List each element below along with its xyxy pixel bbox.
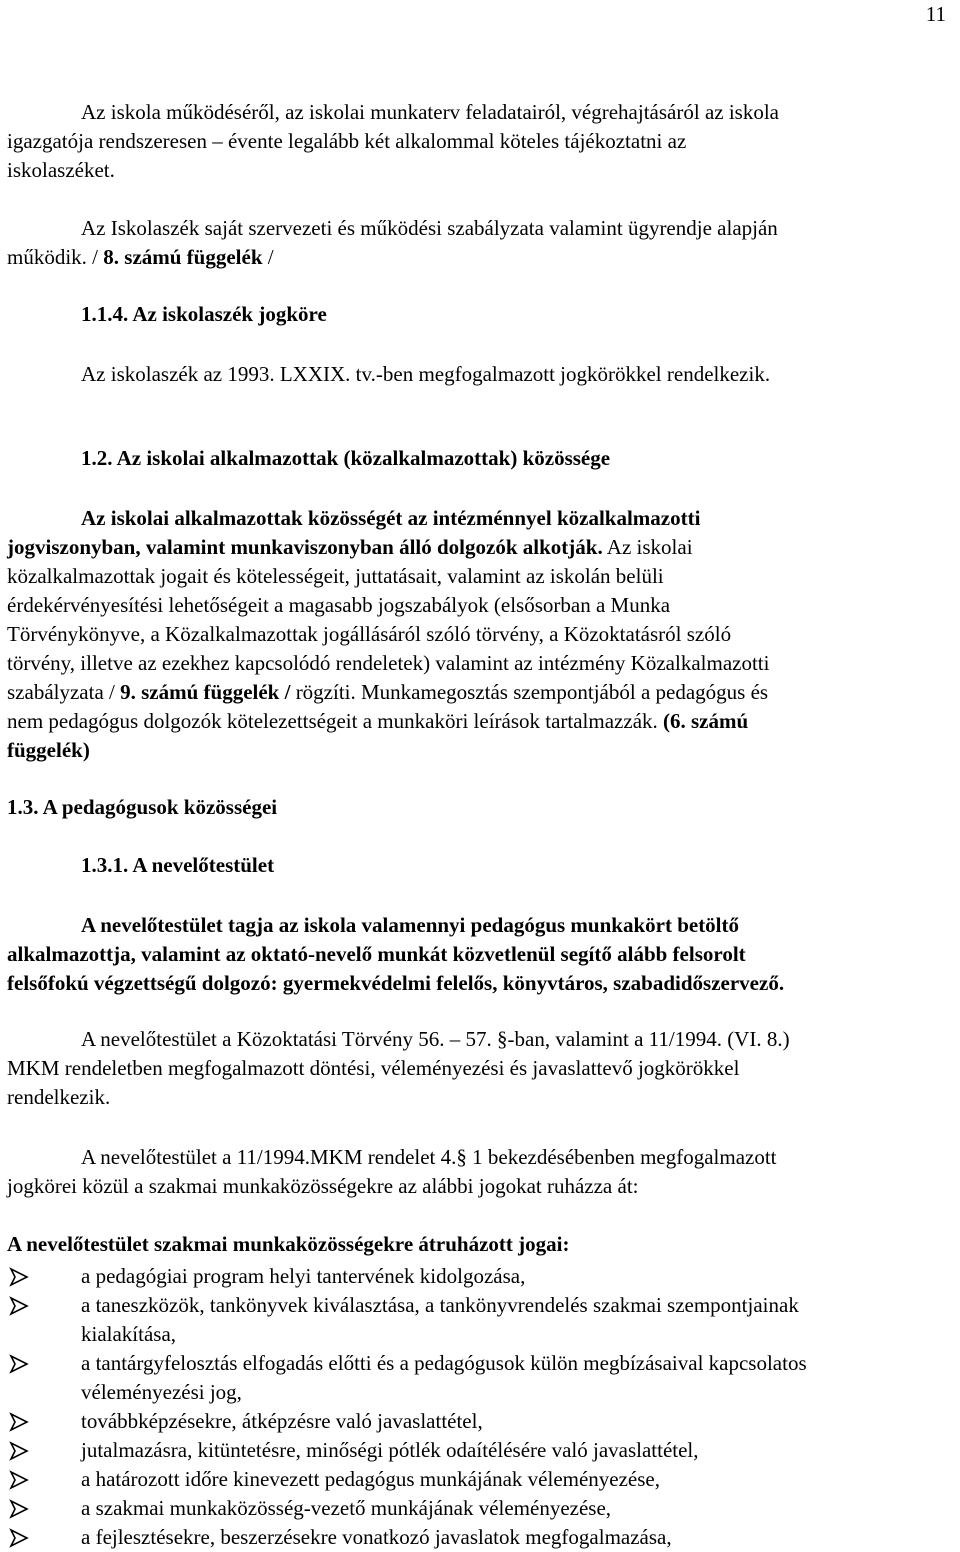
arrowhead-bullet-icon	[7, 1262, 81, 1291]
list-item-text: jutalmazásra, kitüntetésre, minőségi pótlék odaítélésére való javaslattétel,	[81, 1438, 699, 1462]
appendix-reference: (6. számú	[663, 709, 749, 733]
text-line: törvény, illetve az ezekhez kapcsolódó rendeletek) valamint az intézmény Közalkalmazotti	[7, 651, 770, 675]
text-line: Az iskola működéséről, az iskolai munkaterv feladatairól, végrehajtásáról az iskola	[81, 100, 779, 124]
text-line: Az iskolai alkalmazottak közösségét az intézménnyel közalkalmazotti	[81, 506, 701, 530]
list-item	[7, 1465, 953, 1494]
list-item-text: továbbképzésekre, átképzésre való javaslattétel,	[81, 1409, 483, 1433]
section-heading-1-3-1: 1.3.1. A nevelőtestület	[81, 853, 275, 877]
list-item-text: a határozott időre kinevezett pedagógus munkájának véleményezése,	[81, 1467, 660, 1491]
section-heading-1-1-4: 1.1.4. Az iskolaszék jogköre	[81, 302, 327, 326]
list-item	[7, 1436, 953, 1465]
text-line: véleményezési jog,	[81, 1380, 242, 1404]
section-heading-1-2: 1.2. Az iskolai alkalmazottak (közalkalmazottak) közössége	[81, 446, 611, 470]
list-item-text: a szakmai munkaközösség-vezető munkájának véleményezése,	[81, 1496, 612, 1520]
text-span: szabályzata /	[7, 680, 121, 704]
paragraph-iskolaszek-rights	[81, 360, 951, 389]
paragraph-school-operation	[7, 98, 953, 185]
text-line: alkalmazottja, valamint az oktató-nevelő munkát közvetlenül segítő alább felsorolt	[7, 942, 746, 966]
text-line: A nevelőtestület tagja az iskola valamennyi pedagógus munkakört betöltő	[81, 913, 740, 937]
text-line: A nevelőtestület a 11/1994.MKM rendelet 4.§ 1 bekezdésébenben megfogalmazott	[81, 1145, 777, 1169]
section-heading-1-3: 1.3. A pedagógusok közösségei	[7, 795, 278, 819]
text-line	[7, 243, 953, 272]
paragraph-nevelotestulet-law	[7, 1025, 953, 1112]
text-line: függelék)	[7, 738, 90, 762]
text-line: A nevelőtestület a Közoktatási Törvény 56. – 57. §-ban, valamint a 11/1994. (VI. 8.)	[81, 1027, 790, 1051]
paragraph-nevelotestulet-members	[7, 911, 953, 998]
list-heading: A nevelőtestület szakmai munkaközösségekre átruházott jogai:	[7, 1232, 570, 1256]
text-span: rögzíti. Munkamegosztás szempontjából a pedagógus és	[290, 680, 769, 704]
text-line: Az iskolaszék az 1993. LXXIX. tv.-ben megfogalmazott jogkörökkel rendelkezik.	[81, 362, 771, 386]
text-span: működik. /	[7, 245, 104, 269]
paragraph-nevelotestulet-delegation	[7, 1143, 953, 1201]
text-line: a tantárgyfelosztás elfogadás előtti és a pedagógusok külön megbízásaival kapcsolatos	[81, 1351, 807, 1375]
paragraph-employees-community	[7, 504, 953, 765]
text-line: érdekérvényesítési lehetőségeit a magasabb jogszabályok (elsősorban a Munka	[7, 593, 671, 617]
text-line	[7, 707, 953, 736]
text-line: MKM rendeletben megfogalmazott döntési, véleményezési és javaslattevő jogkörökkel	[7, 1056, 740, 1080]
rights-list	[7, 1262, 953, 1552]
text-line	[7, 533, 953, 562]
list-item	[7, 1407, 953, 1436]
list-item	[7, 1291, 953, 1349]
list-item	[7, 1494, 953, 1523]
text-span: jogviszonyban, valamint munkaviszonyban álló dolgozók alkotják.	[7, 535, 603, 559]
page-number: 11	[925, 2, 946, 26]
text-line: rendelkezik.	[7, 1085, 111, 1109]
list-item-text: a pedagógiai program helyi tantervének kidolgozása,	[81, 1264, 526, 1288]
arrowhead-bullet-icon	[7, 1523, 81, 1552]
arrowhead-bullet-icon	[7, 1407, 81, 1436]
text-line: felsőfokú végzettségű dolgozó: gyermekvédelmi felelős, könyvtáros, szabadidőszervező.	[7, 971, 785, 995]
list-item-text: a fejlesztésekre, beszerzésekre vonatkozó javaslatok megfogalmazása,	[81, 1525, 672, 1549]
text-line: igazgatója rendszeresen – évente legalább két alkalommal köteles tájékoztatni az	[7, 129, 687, 153]
list-item	[7, 1349, 953, 1407]
text-span: Az iskolai	[602, 535, 693, 559]
text-line: a taneszközök, tankönyvek kiválasztása, a tankönyvrendelés szakmai szempontjainak	[81, 1293, 799, 1317]
arrowhead-bullet-icon	[7, 1436, 81, 1465]
list-item	[7, 1523, 953, 1552]
text-line	[7, 678, 953, 707]
text-line: közalkalmazottak jogait és kötelességeit, juttatásait, valamint az iskolán belüli	[7, 564, 664, 588]
text-line: jogkörei közül a szakmai munkaközösségekre az alábbi jogokat ruházza át:	[7, 1174, 639, 1198]
text-line: iskolaszéket.	[7, 158, 115, 182]
list-item-text	[81, 1291, 953, 1349]
text-span: /	[262, 245, 274, 269]
list-item-text	[81, 1349, 953, 1407]
appendix-reference: 9. számú függelék /	[120, 680, 291, 704]
text-line: kialakítása,	[81, 1322, 177, 1346]
appendix-reference: 8. számú függelék	[103, 245, 263, 269]
text-line: Az Iskolaszék saját szervezeti és működési szabályzata valamint ügyrendje alapján	[81, 216, 778, 240]
arrowhead-bullet-icon	[7, 1465, 81, 1494]
arrowhead-bullet-icon	[7, 1349, 81, 1378]
text-line: Törvénykönyve, a Közalkalmazottak jogállásáról szóló törvény, a Közoktatásról szóló	[7, 622, 732, 646]
list-item	[7, 1262, 953, 1291]
paragraph-iskolaszek-rules	[7, 214, 953, 272]
arrowhead-bullet-icon	[7, 1291, 81, 1320]
arrowhead-bullet-icon	[7, 1494, 81, 1523]
text-span: nem pedagógus dolgozók kötelezettségeit a munkaköri leírások tartalmazzák.	[7, 709, 664, 733]
